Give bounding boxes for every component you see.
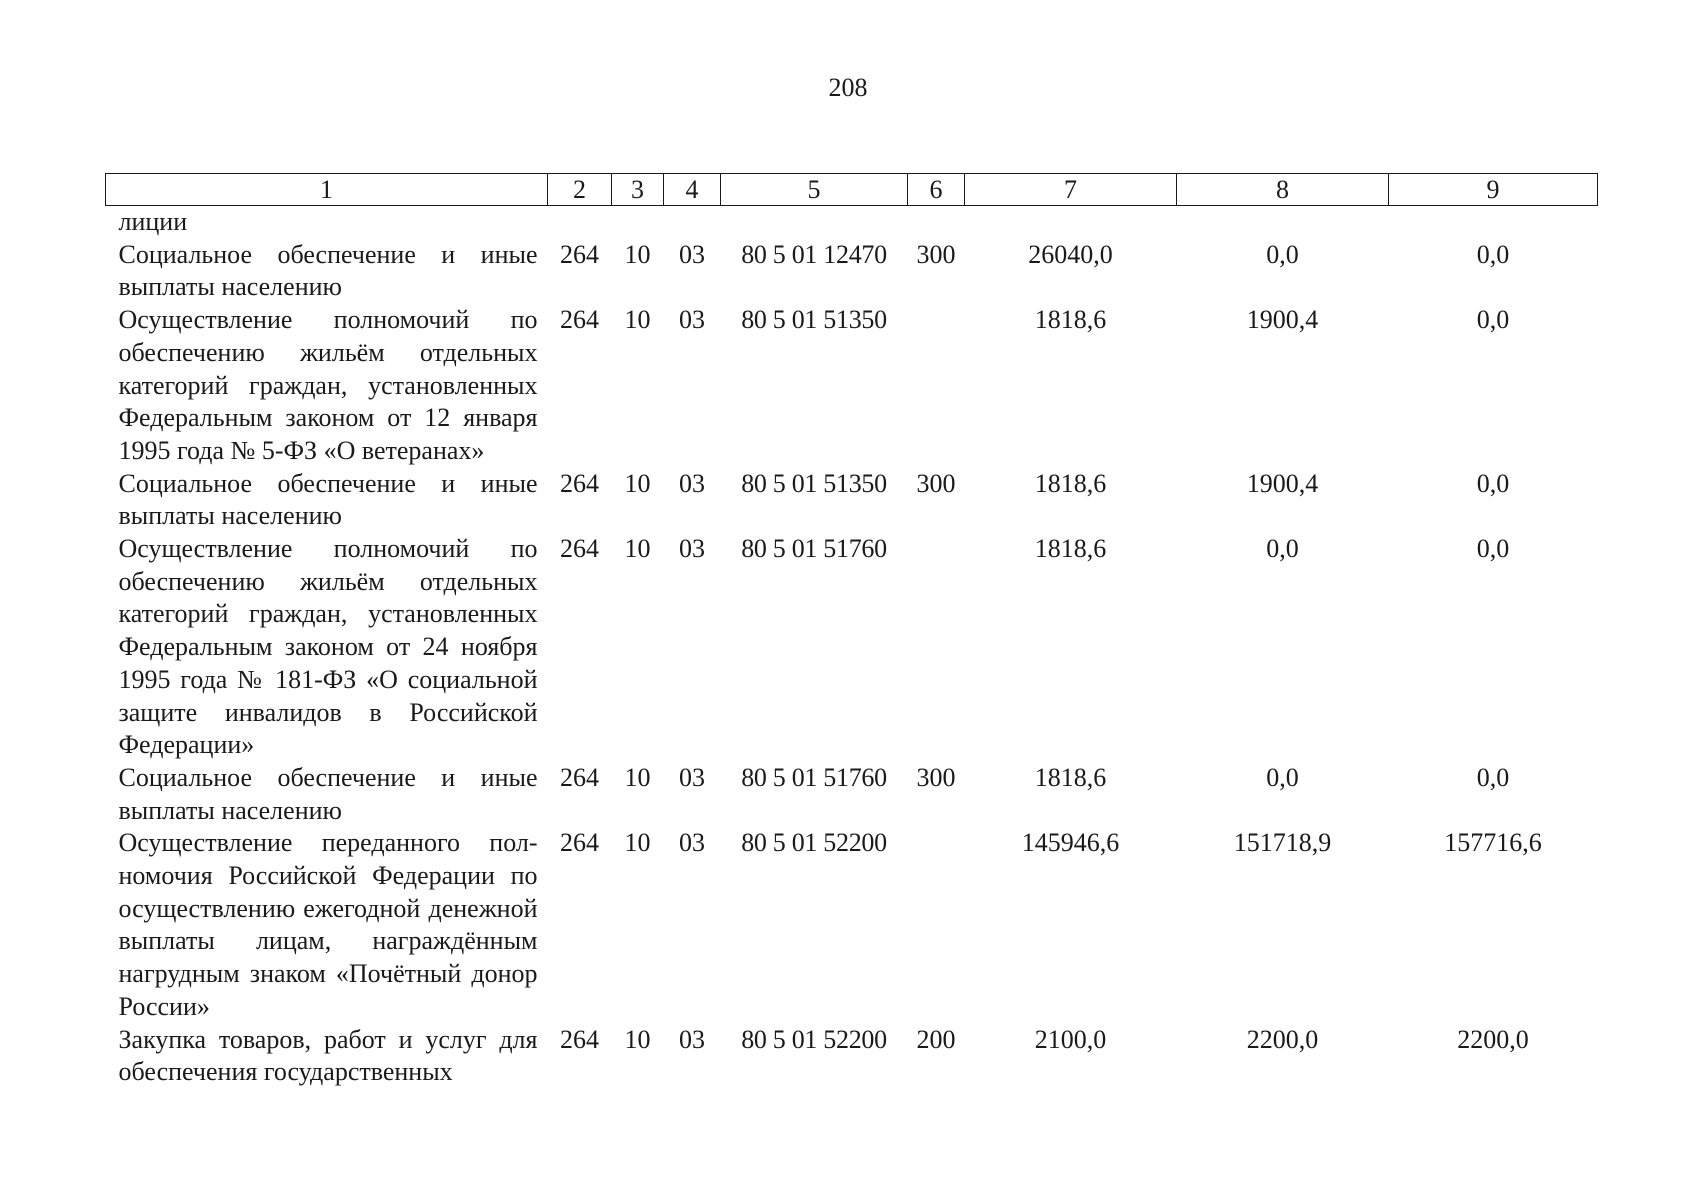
row-col-3: 10	[624, 762, 651, 792]
header-col-7: 7	[965, 174, 1177, 206]
page-number: 208	[828, 73, 868, 102]
row-col-4: 03	[679, 468, 705, 498]
row-col-6: 300	[916, 468, 956, 498]
row-col-3: 10	[624, 828, 651, 858]
row-col-3: 10	[624, 239, 651, 269]
table-row	[106, 239, 1598, 304]
row-col-9: 2200,0	[1457, 1024, 1529, 1054]
row-description: Закупка товаров, работ и услуг для обеспечения государственных	[118, 1024, 538, 1087]
row-description: Социальное обеспечение и иные выплаты населению	[118, 239, 538, 302]
table-row	[106, 533, 1598, 762]
row-col-7: 1818,6	[1034, 534, 1107, 564]
row-description: Осуществление полномочий по обеспечению жильём отдельных категорий граждан, установленных Федеральным законом от 24 ноября 1995 года № 181-ФЗ «О социальной защите инвалидов в Российской Федерации»	[118, 534, 538, 760]
table-row	[106, 1024, 1598, 1089]
row-col-8: 151718,9	[1233, 828, 1332, 858]
row-col-5: 80 5 01 52200	[741, 1024, 887, 1054]
row-col-5: 80 5 01 51350	[741, 305, 887, 335]
table-row	[106, 304, 1598, 468]
row-col-6	[908, 206, 965, 239]
row-col-3: 10	[624, 1024, 651, 1054]
header-col-3: 3	[612, 174, 664, 206]
row-col-7: 1818,6	[1034, 468, 1107, 498]
row-col-4: 03	[679, 828, 705, 858]
table-row	[106, 827, 1598, 1023]
row-col-9: 0,0	[1476, 762, 1510, 792]
budget-table	[105, 173, 1598, 1089]
row-col-8	[1177, 206, 1389, 239]
row-col-7	[965, 206, 1177, 239]
row-col-8: 1900,4	[1246, 468, 1319, 498]
row-col-8: 2200,0	[1246, 1024, 1319, 1054]
row-description: Осуществление переданного полномочия Российской Федерации по осуществлению ежегодной денежной выплаты лицам, награждённым нагрудным знаком «Почётный донор России»	[118, 828, 538, 1021]
header-col-9: 9	[1389, 174, 1598, 206]
row-col-4: 03	[679, 534, 705, 564]
row-col-4	[664, 206, 721, 239]
row-col-9: 0,0	[1476, 534, 1510, 564]
header-col-8: 8	[1177, 174, 1389, 206]
row-col-9: 157716,6	[1444, 828, 1542, 858]
row-col-4: 03	[679, 1024, 705, 1054]
header-row	[106, 174, 1598, 206]
row-col-5: 80 5 01 51350	[741, 468, 887, 498]
row-col-6: 300	[916, 239, 956, 269]
table-row	[106, 206, 1598, 239]
row-col-8: 1900,4	[1246, 305, 1319, 335]
budget-table-container	[105, 173, 1597, 1089]
row-col-6: 300	[916, 762, 956, 792]
row-col-7: 1818,6	[1034, 305, 1107, 335]
header-col-5: 5	[721, 174, 908, 206]
row-col-2	[548, 206, 612, 239]
row-col-2: 264	[560, 534, 599, 564]
row-col-9: 0,0	[1476, 468, 1510, 498]
row-col-9	[1389, 206, 1598, 239]
row-col-4: 03	[679, 239, 705, 269]
table-row	[106, 762, 1598, 827]
row-col-8: 0,0	[1266, 239, 1299, 269]
table-body	[106, 206, 1598, 1089]
row-description: Социальное обеспечение и иные выплаты населению	[118, 468, 538, 531]
table-row	[106, 468, 1598, 533]
row-description: Социальное обеспечение и иные выплаты населению	[118, 762, 538, 825]
row-col-6	[908, 827, 965, 1023]
row-col-2: 264	[560, 239, 599, 269]
header-col-2: 2	[548, 174, 612, 206]
row-col-5: 80 5 01 52200	[741, 828, 887, 858]
header-col-1: 1	[106, 174, 548, 206]
header-col-4: 4	[664, 174, 721, 206]
row-col-7: 26040,0	[1028, 239, 1113, 269]
row-col-2: 264	[560, 305, 599, 335]
row-col-3: 10	[624, 468, 651, 498]
row-col-2: 264	[560, 1024, 599, 1054]
row-col-4: 03	[679, 762, 705, 792]
row-col-9: 0,0	[1476, 239, 1510, 269]
row-col-2: 264	[560, 828, 599, 858]
row-col-4: 03	[679, 305, 705, 335]
row-col-5: 80 5 01 51760	[741, 762, 887, 792]
table-header	[106, 174, 1598, 206]
row-col-7: 2100,0	[1034, 1024, 1107, 1054]
row-col-3	[612, 206, 664, 239]
row-description: лиции	[118, 207, 188, 236]
row-col-9: 0,0	[1476, 305, 1510, 335]
row-col-5: 80 5 01 51760	[741, 534, 887, 564]
row-col-5: 80 5 01 12470	[741, 239, 887, 269]
row-col-7: 145946,6	[1021, 828, 1120, 858]
header-col-6: 6	[908, 174, 965, 206]
row-col-8: 0,0	[1266, 762, 1299, 792]
row-col-3: 10	[624, 534, 651, 564]
row-col-6	[908, 304, 965, 468]
row-col-2: 264	[560, 468, 599, 498]
row-col-5	[721, 206, 908, 239]
row-col-8: 0,0	[1266, 534, 1299, 564]
row-description: Осуществление полномочий по обеспечению жильём отдельных категорий граждан, установленных Федеральным законом от 12 января 1995 года № 5-ФЗ «О ветеранах»	[118, 305, 538, 465]
row-col-6	[908, 533, 965, 762]
row-col-2: 264	[560, 762, 599, 792]
row-col-6: 200	[916, 1024, 956, 1054]
row-col-7: 1818,6	[1034, 762, 1107, 792]
row-col-3: 10	[624, 305, 651, 335]
